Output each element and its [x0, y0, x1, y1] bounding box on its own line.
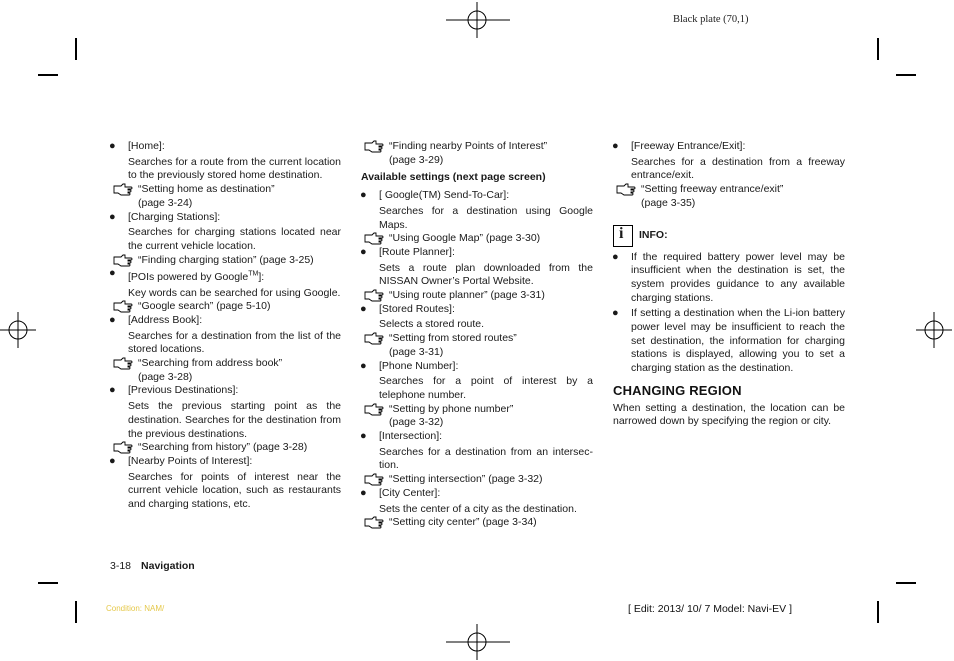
item-title: [Address Book]:: [128, 313, 203, 326]
item-description: Key words can be searched for using Google.: [128, 286, 341, 299]
item-description: Searches for a destination from the list of the stored locations.: [128, 329, 341, 356]
item-description: Sets the center of a city as the destination.: [379, 502, 577, 515]
reference-page: (page 3-28): [138, 370, 193, 383]
page-footer: [110, 560, 195, 572]
edit-info: [ Edit: 2013/ 10/ 7 Model: Navi-EV ]: [628, 603, 793, 615]
crop-mark: [877, 38, 879, 60]
bullet-icon: ●: [360, 359, 367, 372]
pointing-hand-icon: [112, 357, 134, 370]
bullet-icon: ●: [360, 245, 367, 258]
crop-mark: [38, 74, 58, 76]
bullet-icon: ●: [109, 140, 116, 152]
item-description: Searches for a route from the current location to the previously stored home destination.: [128, 155, 341, 182]
reference-page: (page 3-24): [138, 196, 193, 209]
item-description: Sets a route plan downloaded from the NISSAN Owner’s Portal Website.: [379, 261, 593, 288]
reference-page: (page 3-32): [389, 416, 444, 429]
reference-text: “Google search” (page 5-10): [138, 300, 271, 313]
item-title: [Freeway Entrance/Exit]:: [631, 140, 746, 152]
pointing-hand-icon: [363, 473, 385, 486]
reference-page: (page 3-35): [641, 196, 696, 209]
list-item: [613, 251, 845, 306]
pointing-hand-icon: [112, 183, 134, 196]
reference-text: “Using Google Map” (page 3-30): [389, 232, 541, 245]
bullet-icon: ●: [360, 430, 367, 443]
item-description: Searches for points of interest near the current vehicle location, such as restaurants and charging stations, etc.: [128, 470, 341, 511]
reference-text: “Setting city center” (page 3-34): [389, 516, 537, 529]
bullet-icon: ●: [612, 307, 619, 320]
reference-text: “Using route planner” (page 3-31): [389, 289, 545, 302]
bullet-icon: ●: [360, 302, 367, 315]
reference-page: (page 3-29): [389, 153, 444, 166]
list-item: [110, 314, 341, 385]
bullet-icon: ●: [360, 189, 367, 202]
page-reference[interactable]: [361, 403, 593, 430]
list-item: [110, 267, 341, 314]
page-reference[interactable]: [361, 516, 593, 530]
list-item: [613, 307, 845, 376]
list-item: [110, 384, 341, 455]
info-text: If setting a destination when the Li-ion battery power level may be insufficient to reach the set destination, the information for charging stations is displayed, allowing you to set a charging station as the destination.: [631, 307, 845, 375]
crop-mark: [877, 601, 879, 623]
pointing-hand-icon: [363, 289, 385, 302]
bullet-icon: ●: [612, 140, 619, 152]
registration-mark-icon: [916, 312, 952, 348]
crop-mark: [896, 74, 916, 76]
list-item: [361, 487, 593, 530]
item-title: [Intersection]:: [379, 430, 443, 443]
list-item: [110, 455, 341, 512]
reference-text: “Finding nearby Points of Interest”: [389, 140, 548, 152]
pointing-hand-icon: [363, 403, 385, 416]
pointing-hand-icon: [363, 140, 385, 153]
list-item: [613, 140, 845, 211]
footer-section: Navigation: [141, 560, 195, 572]
bullet-icon: ●: [612, 250, 619, 263]
page-reference[interactable]: [110, 300, 341, 314]
page-reference[interactable]: [613, 183, 845, 210]
item-description: Searches for charging stations located near the current vehicle location.: [128, 226, 341, 252]
info-header: [613, 225, 845, 247]
item-title: [Previous Destinations]:: [128, 384, 239, 397]
list-item: [361, 430, 593, 487]
reference-text: “Setting home as destination”: [138, 183, 275, 196]
crop-mark: [38, 582, 58, 584]
section-title: CHANGING REGION: [613, 382, 742, 398]
list-item: [110, 211, 341, 268]
list-item: [361, 189, 593, 246]
reference-text: “Searching from address book”: [138, 357, 283, 370]
subsection-heading: Available settings (next page screen): [361, 171, 546, 184]
registration-mark-icon: [446, 2, 510, 38]
item-title: [Phone Number]:: [379, 359, 459, 372]
item-title: [Home]:: [128, 140, 165, 152]
page-number: 3-18: [110, 560, 132, 572]
info-label: INFO:: [639, 228, 668, 241]
item-title: [City Center]:: [379, 486, 441, 499]
pointing-hand-icon: [615, 183, 637, 196]
item-title: [Nearby Points of Interest]:: [128, 454, 253, 467]
reference-text: “Setting by phone number”: [389, 402, 514, 415]
item-title: [POIs powered by Google™]:: [128, 270, 265, 283]
registration-mark-icon: [446, 624, 510, 660]
reference-text: “Setting from stored routes”: [389, 332, 517, 345]
list-item: [361, 246, 593, 303]
bullet-icon: ●: [109, 454, 116, 467]
crop-mark: [75, 601, 77, 623]
crop-mark: [896, 582, 916, 584]
page-reference[interactable]: [361, 232, 593, 246]
page-reference[interactable]: [361, 473, 593, 487]
list-item: [110, 140, 341, 211]
item-description: Searches for a destination from an intersec-tion.: [379, 445, 593, 472]
crop-mark: [75, 38, 77, 60]
reference-text: “Setting intersection” (page 3-32): [389, 473, 543, 486]
info-text: If the required battery power level may be insufficient when the destination is set, the system provides guidance to any available charging stations.: [631, 250, 845, 304]
pointing-hand-icon: [112, 441, 134, 454]
item-description: Selects a stored route.: [379, 318, 485, 331]
item-title: [Route Planner]:: [379, 245, 455, 258]
reference-text: “Finding charging station” (page 3-25): [138, 253, 314, 266]
item-title: [Stored Routes]:: [379, 302, 455, 315]
page-reference[interactable]: [361, 332, 593, 359]
bullet-icon: ●: [360, 486, 367, 499]
page-reference[interactable]: [361, 140, 593, 167]
reference-text: “Searching from history” (page 3-28): [138, 441, 308, 454]
reference-text: “Setting freeway entrance/exit”: [641, 183, 784, 196]
list-item: [361, 360, 593, 431]
reference-page: (page 3-31): [389, 345, 444, 358]
column-3: [613, 140, 845, 429]
pointing-hand-icon: [363, 232, 385, 245]
item-description: Sets the previous starting point as the destination. Searches for the destination from the previous destinations.: [128, 400, 341, 440]
list-item: [361, 303, 593, 360]
page-reference[interactable]: [110, 441, 341, 455]
bullet-icon: ●: [109, 267, 116, 280]
pointing-hand-icon: [363, 332, 385, 345]
plate-label: Black plate (70,1): [673, 14, 749, 25]
page-reference[interactable]: [110, 357, 341, 384]
info-i-icon: i: [613, 225, 633, 247]
item-title: [ Google(TM) Send-To-Car]:: [379, 189, 510, 202]
pointing-hand-icon: [112, 254, 134, 267]
page-reference[interactable]: [110, 183, 341, 210]
item-description: Searches for a point of interest by a telephone number.: [379, 375, 593, 401]
pointing-hand-icon: [363, 516, 385, 529]
bullet-icon: ●: [109, 384, 116, 397]
registration-mark-icon: [0, 312, 36, 348]
column-1: [110, 140, 341, 512]
section-text: When setting a destination, the location can be narrowed down by specifying the region or city.: [613, 401, 845, 428]
item-title: [Charging Stations]:: [128, 210, 221, 223]
page-reference[interactable]: [361, 289, 593, 303]
pointing-hand-icon: [112, 300, 134, 313]
bullet-icon: ●: [109, 313, 116, 326]
page-reference[interactable]: [110, 254, 341, 268]
column-2: [361, 140, 593, 530]
condition-label: Condition: NAM/: [106, 604, 165, 613]
item-description: Searches for a destination using Google Maps.: [379, 204, 593, 231]
bullet-icon: ●: [109, 210, 116, 223]
item-description: Searches for a destination from a freeway entrance/exit.: [631, 155, 845, 182]
